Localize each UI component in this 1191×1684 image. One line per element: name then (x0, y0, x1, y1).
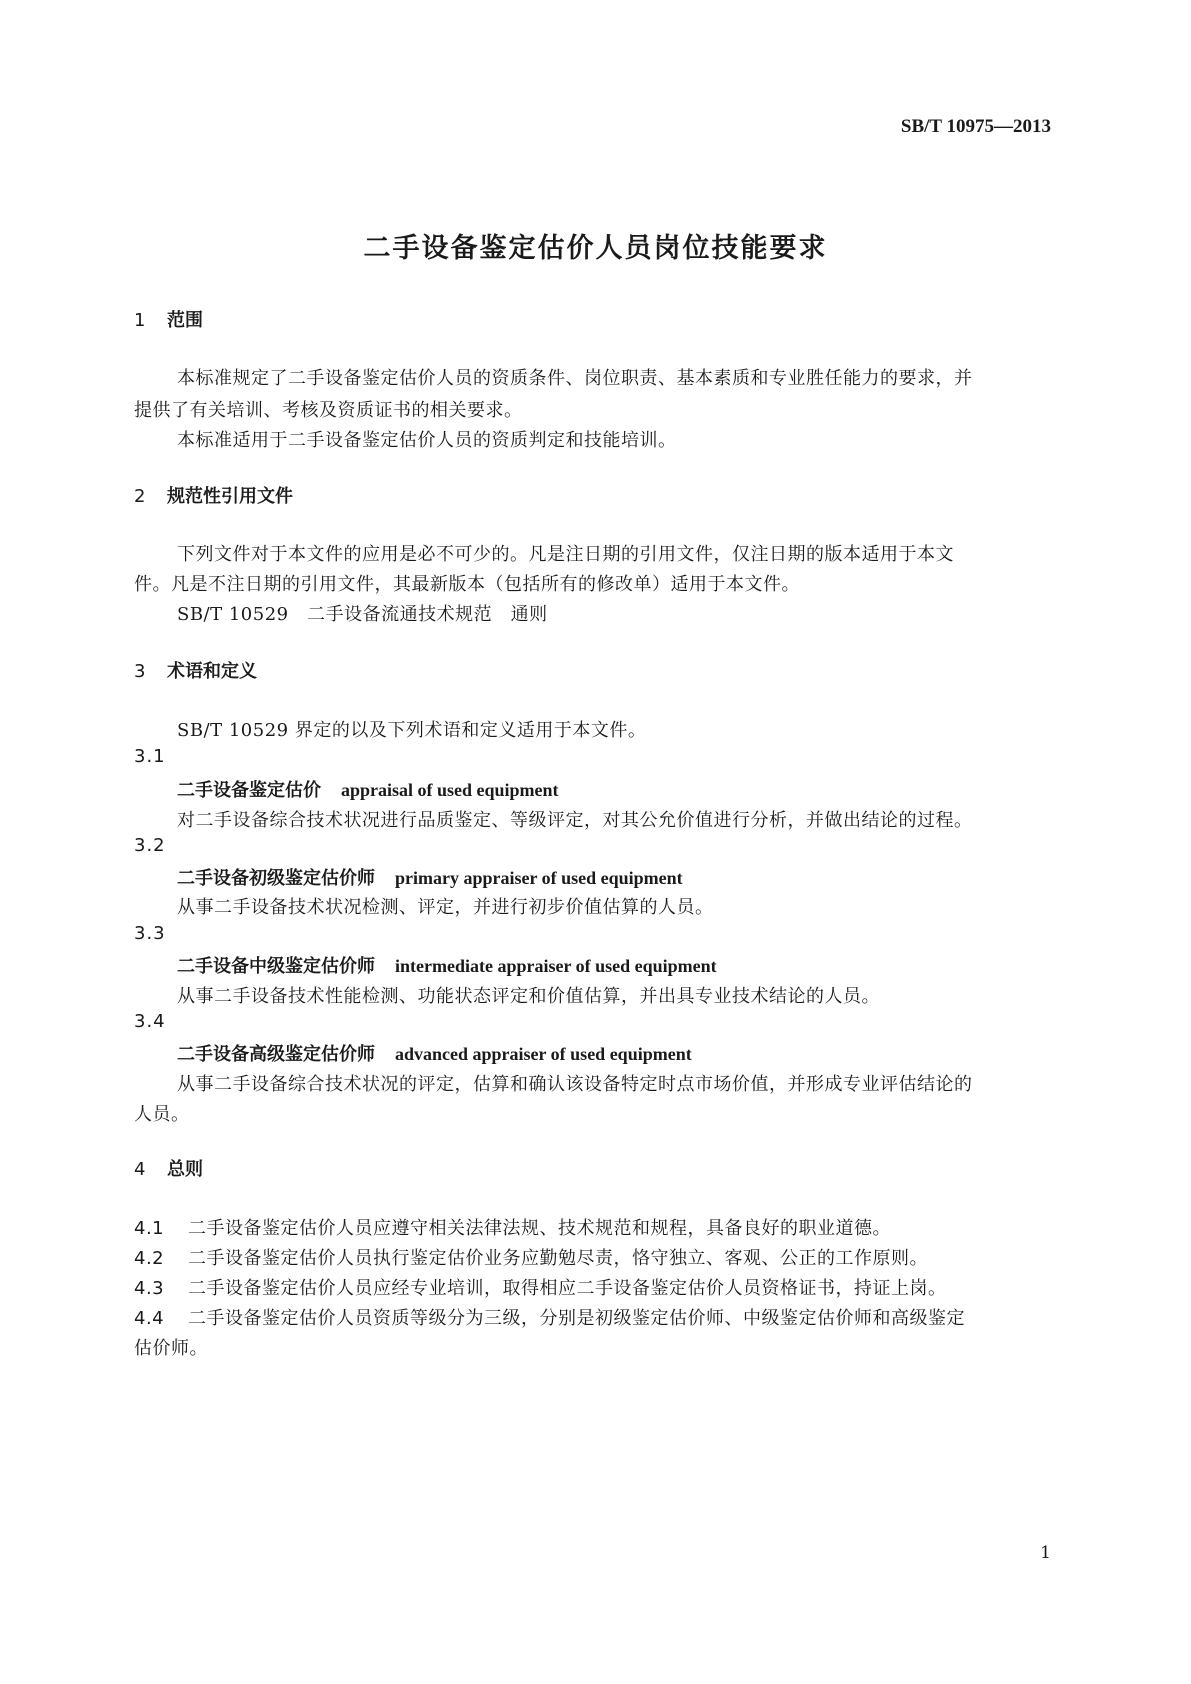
clause (134, 1274, 947, 1300)
term-chinese: 二手设备中级鉴定估价师 (177, 956, 375, 977)
clause-continuation: 估价师。 (134, 1338, 208, 1359)
section-heading-terms (134, 657, 257, 683)
term-number: 3.4 (134, 1011, 166, 1032)
section-number: 4 (134, 1159, 146, 1180)
term-number: 3.3 (134, 923, 166, 944)
term-english: primary appraiser of used equipment (395, 868, 683, 888)
term-chinese: 二手设备初级鉴定估价师 (177, 868, 375, 889)
clause-number: 4.2 (134, 1248, 165, 1269)
clause-text: 二手设备鉴定估价人员执行鉴定估价业务应勤勉尽责，恪守独立、客观、公正的工作原则。 (188, 1248, 928, 1269)
term-definition-line: 人员。 (134, 1104, 190, 1125)
clause-number: 4.1 (134, 1218, 165, 1239)
section-heading-general-rules (134, 1155, 203, 1181)
clause-text: 二手设备鉴定估价人员应遵守相关法律法规、技术规范和规程，具备良好的职业道德。 (188, 1218, 891, 1239)
term-definition: 从事二手设备技术状况检测、评定，并进行初步价值估算的人员。 (177, 897, 714, 918)
section-title: 术语和定义 (167, 661, 257, 682)
clause (134, 1244, 928, 1270)
term-english: advanced appraiser of used equipment (395, 1044, 692, 1064)
term-chinese: 二手设备高级鉴定估价师 (177, 1044, 375, 1065)
clause (134, 1304, 965, 1330)
clause (134, 1214, 891, 1240)
scope-paragraph-line: 本标准规定了二手设备鉴定估价人员的资质条件、岗位职责、基本素质和专业胜任能力的要求，并 (177, 368, 973, 389)
section-title: 总则 (167, 1159, 203, 1180)
standard-number: SB/T 10975—2013 (900, 116, 1051, 137)
section-title: 规范性引用文件 (167, 486, 293, 507)
clause-number: 4.4 (134, 1308, 165, 1329)
term-heading (177, 776, 559, 802)
section-heading-scope (134, 306, 203, 332)
term-chinese: 二手设备鉴定估价 (177, 780, 321, 801)
section-title: 范围 (167, 310, 203, 331)
term-heading (177, 1040, 692, 1066)
clause-text: 二手设备鉴定估价人员应经专业培训，取得相应二手设备鉴定估价人员资格证书，持证上岗。 (188, 1278, 947, 1299)
term-heading (177, 952, 717, 978)
term-definition-line: 从事二手设备综合技术状况的评定，估算和确认该设备特定时点市场价值，并形成专业评估结论的 (177, 1074, 973, 1095)
scope-paragraph: 本标准适用于二手设备鉴定估价人员的资质判定和技能培训。 (177, 430, 677, 451)
section-number: 3 (134, 661, 146, 682)
term-definition: 对二手设备综合技术状况进行品质鉴定、等级评定，对其公允价值进行分析，并做出结论的过程。 (177, 810, 973, 831)
references-paragraph-line: 件。凡是不注日期的引用文件，其最新版本（包括所有的修改单）适用于本文件。 (134, 574, 800, 595)
section-number: 1 (134, 310, 146, 331)
document-title: 二手设备鉴定估价人员岗位技能要求 (363, 233, 828, 264)
term-number: 3.1 (134, 746, 166, 767)
terms-intro: SB/T 10529 界定的以及下列术语和定义适用于本文件。 (177, 720, 647, 741)
term-english: intermediate appraiser of used equipment (395, 956, 717, 976)
reference-entry: SB/T 10529 二手设备流通技术规范 通则 (177, 604, 548, 625)
scope-paragraph-line: 提供了有关培训、考核及资质证书的相关要求。 (134, 400, 523, 421)
references-paragraph-line: 下列文件对于本文件的应用是必不可少的。凡是注日期的引用文件，仅注日期的版本适用于本文 (177, 544, 954, 565)
section-number: 2 (134, 486, 146, 507)
clause-number: 4.3 (134, 1278, 165, 1299)
term-definition: 从事二手设备技术性能检测、功能状态评定和价值估算，并出具专业技术结论的人员。 (177, 986, 880, 1007)
section-heading-normative-references (134, 482, 293, 508)
term-english: appraisal of used equipment (341, 780, 559, 800)
page-number: 1 (1040, 1543, 1051, 1563)
term-number: 3.2 (134, 835, 166, 856)
term-heading (177, 864, 683, 890)
clause-text: 二手设备鉴定估价人员资质等级分为三级，分别是初级鉴定估价师、中级鉴定估价师和高级鉴定 (188, 1308, 965, 1329)
